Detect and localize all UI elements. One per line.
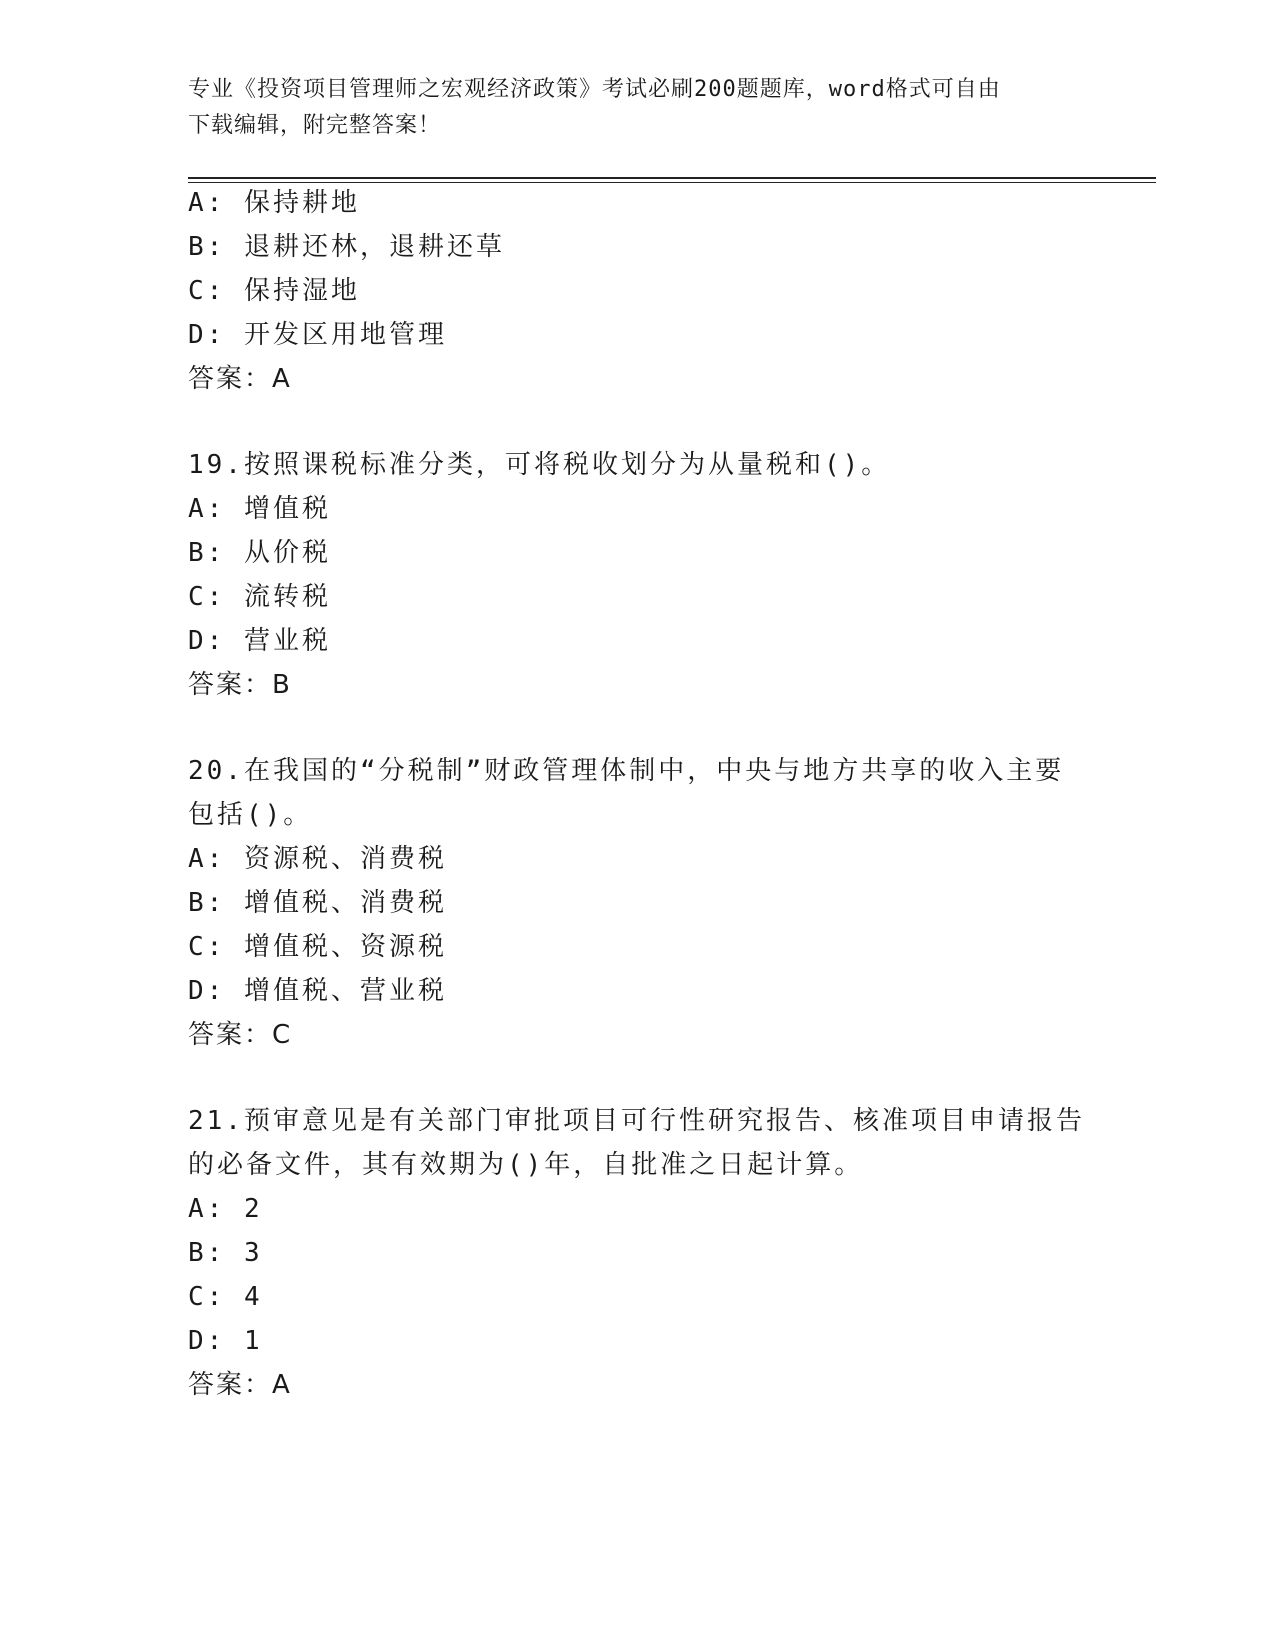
document-header bbox=[188, 72, 1088, 144]
q20-stem-line-2: 包括()。 bbox=[188, 800, 313, 830]
header-rule-thin bbox=[188, 182, 1156, 183]
header-rule-thick bbox=[188, 177, 1156, 179]
q19-answer: 答案：B bbox=[188, 670, 292, 700]
q20-option-d: D: 增值税、营业税 bbox=[188, 976, 447, 1006]
q21-answer: 答案：A bbox=[188, 1370, 292, 1400]
q18-option-d: D: 开发区用地管理 bbox=[188, 320, 447, 350]
q20-option-b: B: 增值税、消费税 bbox=[188, 888, 447, 918]
q19-option-a: A: 增值税 bbox=[188, 494, 331, 524]
q19-option-c: C: 流转税 bbox=[188, 582, 331, 612]
q20-answer: 答案：C bbox=[188, 1020, 293, 1050]
q21-option-d: D: 1 bbox=[188, 1326, 263, 1356]
q21-option-a: A: 2 bbox=[188, 1194, 263, 1224]
q18-option-c: C: 保持湿地 bbox=[188, 276, 360, 306]
header-line-2: 下载编辑，附完整答案！ bbox=[188, 113, 442, 138]
q19-stem: 19.按照课税标准分类，可将税收划分为从量税和()。 bbox=[188, 450, 891, 480]
q18-answer: 答案：A bbox=[188, 364, 292, 394]
q19-option-b: B: 从价税 bbox=[188, 538, 331, 568]
q18-option-a: A: 保持耕地 bbox=[188, 188, 360, 218]
q18-option-b: B: 退耕还林，退耕还草 bbox=[188, 232, 505, 262]
q20-stem-line-1: 20.在我国的“分税制”财政管理体制中，中央与地方共享的收入主要 bbox=[188, 756, 1065, 786]
q20-option-a: A: 资源税、消费税 bbox=[188, 844, 447, 874]
q21-option-b: B: 3 bbox=[188, 1238, 263, 1268]
q21-stem-line-1: 21.预审意见是有关部门审批项目可行性研究报告、核准项目申请报告 bbox=[188, 1106, 1085, 1136]
q21-stem-line-2: 的必备文件，其有效期为()年，自批准之日起计算。 bbox=[188, 1150, 864, 1180]
header-line-1: 专业《投资项目管理师之宏观经济政策》考试必刷200题题库，word格式可自由 bbox=[188, 77, 1001, 102]
q21-option-c: C: 4 bbox=[188, 1282, 263, 1312]
q20-option-c: C: 增值税、资源税 bbox=[188, 932, 447, 962]
q19-option-d: D: 营业税 bbox=[188, 626, 331, 656]
